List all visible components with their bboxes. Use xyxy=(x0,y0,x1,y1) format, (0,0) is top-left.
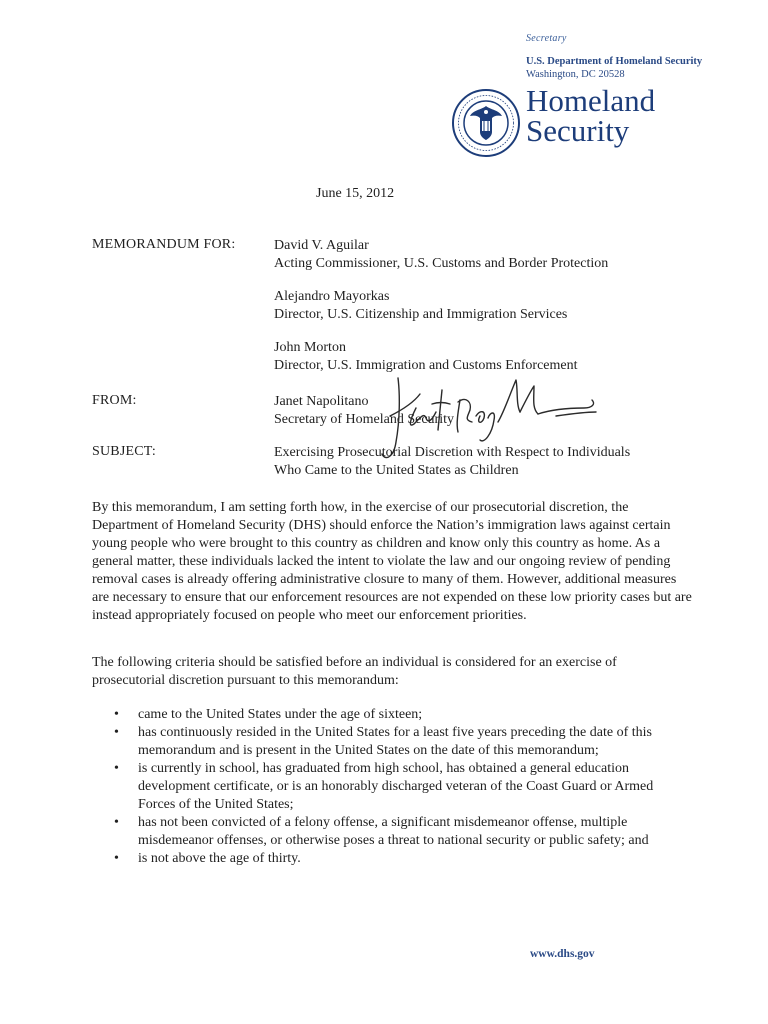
department-name: U.S. Department of Homeland Security xyxy=(526,56,703,67)
criteria-item: • is not above the age of thirty. xyxy=(92,850,692,868)
recipient-title: Acting Commissioner, U.S. Customs and Border Protection xyxy=(274,256,609,271)
recipient-3 xyxy=(274,339,578,375)
subject-label: SUBJECT: xyxy=(92,444,156,459)
recipient-1 xyxy=(274,237,608,273)
criteria-item: • is currently in school, has graduated from high school, has obtained a general education development certificate, or is an honorably discharged veteran of the Coast Guard or Armed Forces of the United States; xyxy=(92,760,692,814)
office-label: Secretary xyxy=(526,33,567,44)
footer-website: www.dhs.gov xyxy=(530,948,595,960)
sender-name: Janet Napolitano xyxy=(274,394,369,409)
from-label: FROM: xyxy=(92,393,137,408)
department-address: Washington, DC 20528 xyxy=(526,69,625,80)
recipient-name: John Morton xyxy=(274,340,346,355)
subject-line-1: Exercising Prosecutorial Discretion with Respect to Individuals xyxy=(274,445,631,460)
memo-date: June 15, 2012 xyxy=(316,186,395,201)
intro-paragraph: By this memorandum, I am setting forth how, in the exercise of our prosecutorial discretion, the Department of Homeland Security (DHS) should enforce the Nation’s immigration laws against certain young people who were brought to this country as children and know only this country as home. As a general matter, these individuals lacked the intent to violate the law and our ongoing review of pending removal cases is already offering administrative closure to many of them. However, additional measures are necessary to ensure that our enforcement resources are not expended on these low priority cases but are instead appropriately focused on people who meet our enforcement priorities. xyxy=(92,500,692,623)
memorandum-for-label: MEMORANDUM FOR: xyxy=(92,237,236,252)
recipient-2 xyxy=(274,288,567,324)
criteria-list xyxy=(92,706,692,868)
brand-line-1: Homeland xyxy=(526,83,656,118)
recipient-title: Director, U.S. Immigration and Customs Enforcement xyxy=(274,358,578,373)
subject-line-2: Who Came to the United States as Children xyxy=(274,463,519,478)
recipient-name: David V. Aguilar xyxy=(274,238,369,253)
criteria-item: • came to the United States under the age of sixteen; xyxy=(92,706,692,724)
brand-line-2: Security xyxy=(526,113,630,148)
criteria-intro-paragraph: The following criteria should be satisfied before an individual is considered for an exercise of prosecutorial discretion pursuant to this memorandum: xyxy=(92,655,617,688)
criteria-item: • has continuously resided in the United States for a least five years preceding the date of this memorandum and is present in the United States on the date of this memorandum; xyxy=(92,724,692,760)
subject-block xyxy=(274,444,630,480)
criteria-item: • has not been convicted of a felony offense, a significant misdemeanor offense, multiple misdemeanor offenses, or otherwise poses a threat to national security or public safety; and xyxy=(92,814,692,850)
recipient-name: Alejandro Mayorkas xyxy=(274,289,390,304)
recipient-title: Director, U.S. Citizenship and Immigration Services xyxy=(274,307,568,322)
sender-title: Secretary of Homeland Security xyxy=(274,412,454,427)
brand-wordmark xyxy=(526,83,656,148)
dhs-seal-icon xyxy=(451,88,521,158)
